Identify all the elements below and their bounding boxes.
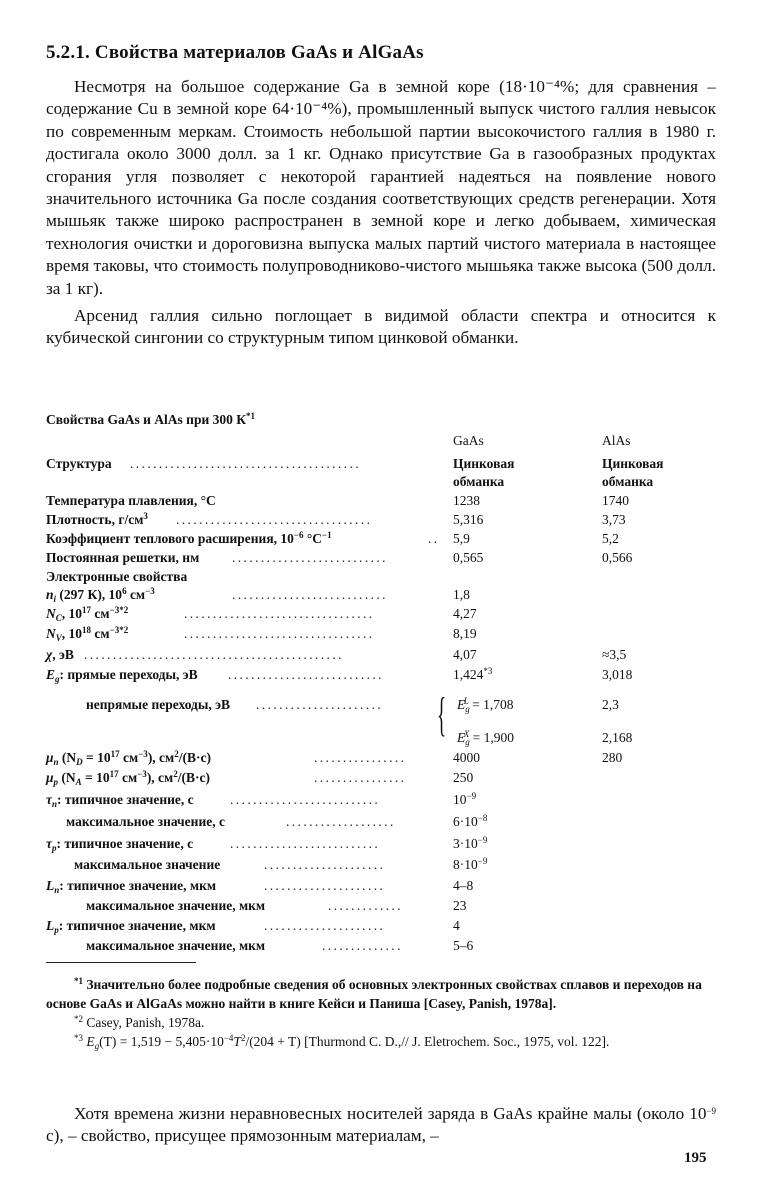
table-row-bandgap-direct: $E_g$: прямые переходы, эВ ........................... 1,424$^{*3}$ 3,018	[46, 666, 633, 684]
table-row-electron-mobility: $\mu_n$ ($N_D = 10^{17}$ $см^{-3}$), $см^2/(В\cdot с)$ ................ 4000 280	[46, 749, 623, 767]
column-header-gaas: GaAs	[453, 433, 484, 448]
table-row-bandgap-indirect-x: $E_g^X = 1,900$ 2,168	[457, 729, 633, 747]
page-number: 195	[684, 1150, 707, 1166]
footnote-1: $^{*1}$ Значительно более подробные сведения об основных электронных свойствах сплавов и переходов на основе GaAs и AlGaAs можно найти в книге Кейси и Паниша [Casey, Panish, 1978a].	[46, 976, 702, 1011]
table-row-melting: Температура плавления, °С 1238 1740	[46, 493, 629, 508]
table-row-bandgap-indirect-l: непрямые переходы, эВ ...................... $E_g^L = 1,708$ 2,3	[86, 696, 619, 714]
section-heading: 5.2.1. Свойства материалов GaAs и AlGaAs	[46, 42, 424, 63]
table-row-nc: $N_C$, $10^{17}$ $см^{-3*2}$ ................................. 4,27	[46, 605, 477, 623]
paragraph-1: Несмотря на большое содержание Ga в земной коре (18·10⁻⁴%; для сравнения – содержание Cu в земной коре 64·10⁻⁴%), промышленный выпуск чистого галлия невысок по современным меркам. Стоимость небольшой партии высокочистого галлия в 1980 г. достигала около 3000 долл. за 1 кг. Однако присутствие Ga в газообразных продуктах сгорания угля позволяет с некоторой гарантией надеяться на появление нового значительного источника Ga после создания соответствующих средств регенерации. Хотя мышьяк также широко распространен в земной коре и легко добываем, химическая технология очистки и дороговизна выпуска малых партий чистого материала в настоящее время таковы, что стоимость полупроводниково-чистого мышьяка также высока (500 долл. за 1 кг).	[46, 77, 716, 298]
table-row-tau-n-max: максимальное значение, с ................... $6\cdot 10^{-8}$	[66, 813, 488, 829]
table-row-tau-p-typical: $\tau_p$: типичное значение, с .......................... $3\cdot 10^{-9}$	[46, 835, 488, 853]
table-row-ln-typical: $L_n$: типичное значение, мкм ..................... 4–8	[46, 878, 474, 895]
table-row-lp-max: максимальное значение, мкм .............. 5–6	[86, 938, 474, 953]
table-row-density: Плотность, $г/см^3$ .................................. 5,316 3,73	[46, 511, 626, 527]
table-row-tau-p-max: максимальное значение ..................... $8\cdot 10^{-9}$	[74, 856, 488, 872]
footnote-3: $^{*3}$ $E_g(T) = 1,519 - 5,405\cdot 10^{-4}T^2/(204 + T)$ [Thurmond C. D.,// J. Eletrochem. Soc., 1975, vol. 122].	[74, 1033, 610, 1051]
table-row-structure: Структура ........................................ Цинковая Цинковая	[46, 456, 664, 471]
table-row-lattice-constant: Постоянная решетки, нм ........................... 0,565 0,566	[46, 550, 633, 565]
table-row-structure-cont: обманка обманка	[453, 474, 654, 489]
paragraph-bottom: Хотя времена жизни неравновесных носителей заряда в GaAs крайне малы (около $10^{-9}$ с), – свойство, присущее прямозонным материалам, –	[46, 1104, 716, 1146]
table-row-hole-mobility: $\mu_p$ ($N_A = 10^{17}$ $см^{-3}$), $см^2/(В\cdot с)$ ................ 250	[46, 769, 474, 787]
table-row-electron-affinity: χ, эВ ............................................. 4,07 ≈3,5	[46, 647, 627, 662]
table-row-nv: $N_V$, $10^{18}$ $см^{-3*2}$ ................................. 8,19	[46, 625, 477, 643]
footnotes	[46, 975, 714, 1051]
paragraph-2: Арсенид галлия сильно поглощает в видимой области спектра и относится к кубической сингонии со структурным типом цинковой обманки.	[46, 306, 716, 348]
column-header-alas: AlAs	[602, 433, 631, 448]
continuing-text	[46, 1103, 716, 1148]
table-title: Свойства GaAs и AlAs при 300 $К^{*1}$	[46, 411, 256, 427]
table-row-lp-typical: $L_p$: типичное значение, мкм ..................... 4	[46, 918, 460, 935]
intro-text	[46, 76, 716, 350]
brace-symbol: {	[437, 688, 447, 741]
table-row-thermal-expansion: Коэффициент теплового расширения, $10^{-6}$ $^\circ С^{-1}$ .. 5,9 5,2	[46, 530, 619, 546]
footnote-2: $^{*2}$ Casey, Panish, 1978a.	[74, 1014, 205, 1030]
table-title-footnote-mark: *1	[246, 411, 256, 421]
table-subheading-electronic: Электронные свойства	[46, 569, 188, 584]
table-row-ni: $n_i$ (297 К), $10^6$ $см^{-3}$ ........................... 1,8	[46, 586, 470, 604]
table-row-tau-n-typical: $\tau_n$: типичное значение, с .......................... $10^{-9}$	[46, 791, 477, 809]
footnote-separator	[46, 962, 196, 963]
table-row-ln-max: максимальное значение, мкм ............. 23	[86, 898, 467, 913]
